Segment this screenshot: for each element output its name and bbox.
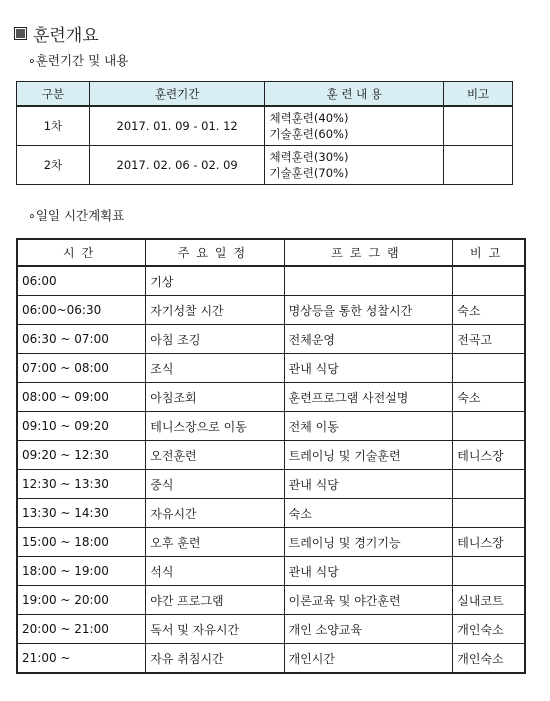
- cell-time: 19:00 ~ 20:00: [17, 586, 146, 615]
- header-time: 시간: [17, 239, 146, 266]
- cell-note: 숙소: [453, 296, 525, 325]
- cell-note: 실내코트: [453, 586, 525, 615]
- table-row: [17, 146, 513, 185]
- cell-note: 테니스장: [453, 441, 525, 470]
- cell-schedule: 기상: [146, 266, 284, 296]
- row-content: [265, 106, 444, 146]
- cell-note: 숙소: [453, 383, 525, 412]
- cell-time: 21:00 ~: [17, 644, 146, 674]
- square-bullet-icon: [14, 27, 27, 40]
- row-content: [265, 146, 444, 185]
- content-line: 체력훈련(30%): [269, 150, 349, 164]
- row-note: [444, 146, 513, 185]
- table-header-row: [17, 239, 525, 266]
- cell-program: 관내 식당: [284, 470, 453, 499]
- section-heading: [14, 20, 99, 46]
- table-row: [17, 644, 525, 674]
- cell-time: 06:00~06:30: [17, 296, 146, 325]
- cell-time: 08:00 ~ 09:00: [17, 383, 146, 412]
- table-row: [17, 470, 525, 499]
- table-row: [17, 441, 525, 470]
- cell-time: 20:00 ~ 21:00: [17, 615, 146, 644]
- header-program: 프로그램: [284, 239, 453, 266]
- header-schedule: 주요일정: [146, 239, 284, 266]
- table-row: [17, 499, 525, 528]
- cell-note: [453, 499, 525, 528]
- cell-program: 트레이닝 및 기술훈련: [284, 441, 453, 470]
- header-content: 훈 련 내 용: [265, 82, 444, 107]
- cell-schedule: 조식: [146, 354, 284, 383]
- cell-schedule: 야간 프로그램: [146, 586, 284, 615]
- content-line: 체력훈련(40%): [269, 111, 349, 125]
- table-row: [17, 412, 525, 441]
- cell-program: 개인시간: [284, 644, 453, 674]
- cell-schedule: 아침조회: [146, 383, 284, 412]
- row-period: 2017. 02. 06 - 02. 09: [89, 146, 265, 185]
- cell-note: [453, 266, 525, 296]
- cell-program: 훈련프로그램 사전설명: [284, 383, 453, 412]
- cell-schedule: 석식: [146, 557, 284, 586]
- header-note: 비고: [444, 82, 513, 107]
- table-row: [17, 106, 513, 146]
- table-row: [17, 615, 525, 644]
- cell-note: 개인숙소: [453, 615, 525, 644]
- cell-time: 06:00: [17, 266, 146, 296]
- cell-schedule: 자기성찰 시간: [146, 296, 284, 325]
- cell-program: 명상등을 통한 성찰시간: [284, 296, 453, 325]
- cell-program: 전체운영: [284, 325, 453, 354]
- cell-note: [453, 557, 525, 586]
- table-row: [17, 557, 525, 586]
- cell-time: 13:30 ~ 14:30: [17, 499, 146, 528]
- content-line: 기술훈련(70%): [269, 166, 349, 180]
- training-period-table: [16, 81, 513, 185]
- row-period: 2017. 01. 09 - 01. 12: [89, 106, 265, 146]
- cell-schedule: 아침 조깅: [146, 325, 284, 354]
- cell-time: 06:30 ~ 07:00: [17, 325, 146, 354]
- table-row: [17, 354, 525, 383]
- cell-program: 이론교육 및 야간훈련: [284, 586, 453, 615]
- table-header-row: [17, 82, 513, 107]
- cell-schedule: 중식: [146, 470, 284, 499]
- cell-note: [453, 470, 525, 499]
- cell-note: 전곡고: [453, 325, 525, 354]
- cell-program: [284, 266, 453, 296]
- daily-schedule-table: [16, 238, 526, 674]
- cell-program: 숙소: [284, 499, 453, 528]
- heading-text: 훈련개요: [33, 25, 99, 46]
- cell-note: [453, 412, 525, 441]
- table-row: [17, 383, 525, 412]
- cell-time: 09:20 ~ 12:30: [17, 441, 146, 470]
- cell-note: 개인숙소: [453, 644, 525, 674]
- cell-program: 관내 식당: [284, 354, 453, 383]
- cell-note: 테니스장: [453, 528, 525, 557]
- table-row: [17, 325, 525, 354]
- header-period: 훈련기간: [89, 82, 265, 107]
- cell-schedule: 독서 및 자유시간: [146, 615, 284, 644]
- row-division: 2차: [17, 146, 90, 185]
- cell-schedule: 자유시간: [146, 499, 284, 528]
- cell-time: 18:00 ~ 19:00: [17, 557, 146, 586]
- row-note: [444, 106, 513, 146]
- table-row: [17, 266, 525, 296]
- cell-note: [453, 354, 525, 383]
- cell-schedule: 테니스장으로 이동: [146, 412, 284, 441]
- cell-program: 관내 식당: [284, 557, 453, 586]
- row-division: 1차: [17, 106, 90, 146]
- training-period-label: ∘훈련기간 및 내용: [28, 53, 129, 68]
- cell-time: 15:00 ~ 18:00: [17, 528, 146, 557]
- cell-schedule: 오전훈련: [146, 441, 284, 470]
- table-row: [17, 296, 525, 325]
- header-note: 비고: [453, 239, 525, 266]
- cell-program: 전체 이동: [284, 412, 453, 441]
- table-row: [17, 586, 525, 615]
- cell-time: 09:10 ~ 09:20: [17, 412, 146, 441]
- header-division: 구분: [17, 82, 90, 107]
- daily-schedule-label: ∘일일 시간계획표: [28, 208, 125, 223]
- table-row: [17, 528, 525, 557]
- cell-time: 07:00 ~ 08:00: [17, 354, 146, 383]
- cell-time: 12:30 ~ 13:30: [17, 470, 146, 499]
- cell-schedule: 오후 훈련: [146, 528, 284, 557]
- content-line: 기술훈련(60%): [269, 127, 349, 141]
- cell-program: 개인 소양교육: [284, 615, 453, 644]
- cell-schedule: 자유 취침시간: [146, 644, 284, 674]
- cell-program: 트레이닝 및 경기기능: [284, 528, 453, 557]
